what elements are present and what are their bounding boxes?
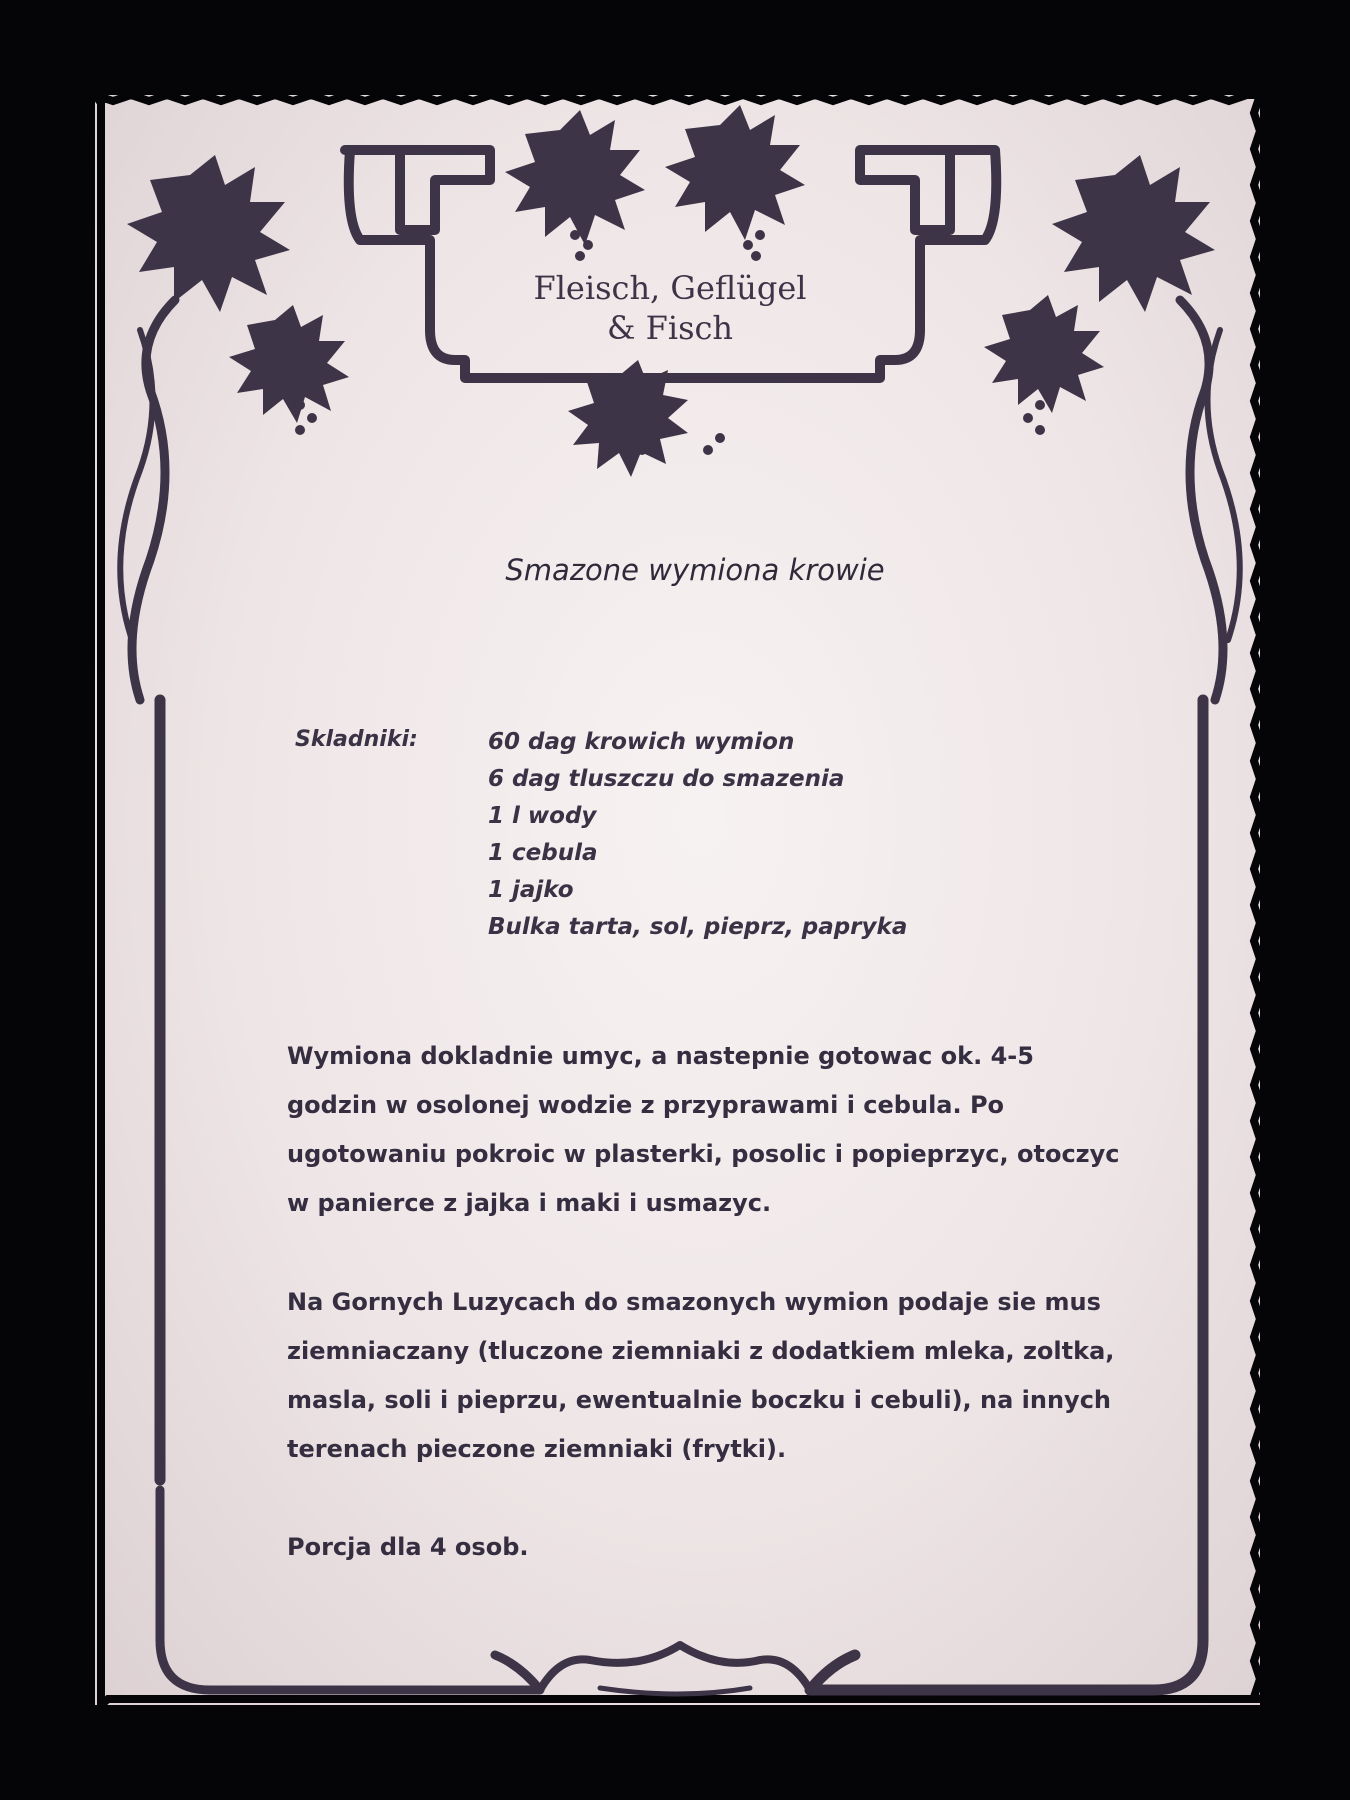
ingredients-label: Skladniki: bbox=[295, 727, 418, 752]
serving-note-paragraph: Na Gornych Luzycach do smazonych wymion podaje sie mus ziemniaczany (tluczone ziemniaki z dodatkiem mleka, zoltka, masla, soli i pieprzu, ewentualnie boczku i cebuli), na innych terenach pieczone ziemniaki (frytki). bbox=[287, 1288, 1115, 1463]
header-line-1: Fleisch, Geflügel bbox=[533, 269, 807, 307]
ingredient-item: 1 l wody bbox=[488, 803, 597, 829]
header-cartouche bbox=[345, 150, 490, 230]
ingredient-item: 1 cebula bbox=[488, 840, 598, 866]
ingredient-item: 60 dag krowich wymion bbox=[488, 729, 795, 755]
recipe-title: Smazone wymiona krowie bbox=[505, 553, 885, 587]
section-header-title bbox=[480, 268, 860, 348]
instructions-paragraph: Wymiona dokladnie umyc, a nastepnie gotowac ok. 4-5 godzin w osolonej wodzie z przyprawami i cebula. Po ugotowaniu pokroic w plasterki, posolic i popieprzyc, otoczyc w panierce z jajka i maki i usmazyc. bbox=[287, 1042, 1120, 1217]
ingredient-item: 6 dag tluszczu do smazenia bbox=[488, 766, 845, 792]
ingredients-list bbox=[488, 724, 907, 946]
portion-note: Porcja dla 4 osob. bbox=[287, 1533, 529, 1561]
ingredient-item: Bulka tarta, sol, pieprz, papryka bbox=[488, 914, 908, 940]
bottom-flourish bbox=[540, 1645, 810, 1690]
ingredient-item: 1 jajko bbox=[488, 877, 574, 903]
header-line-2: & Fisch bbox=[606, 309, 734, 347]
left-frame-rail bbox=[160, 1490, 540, 1690]
